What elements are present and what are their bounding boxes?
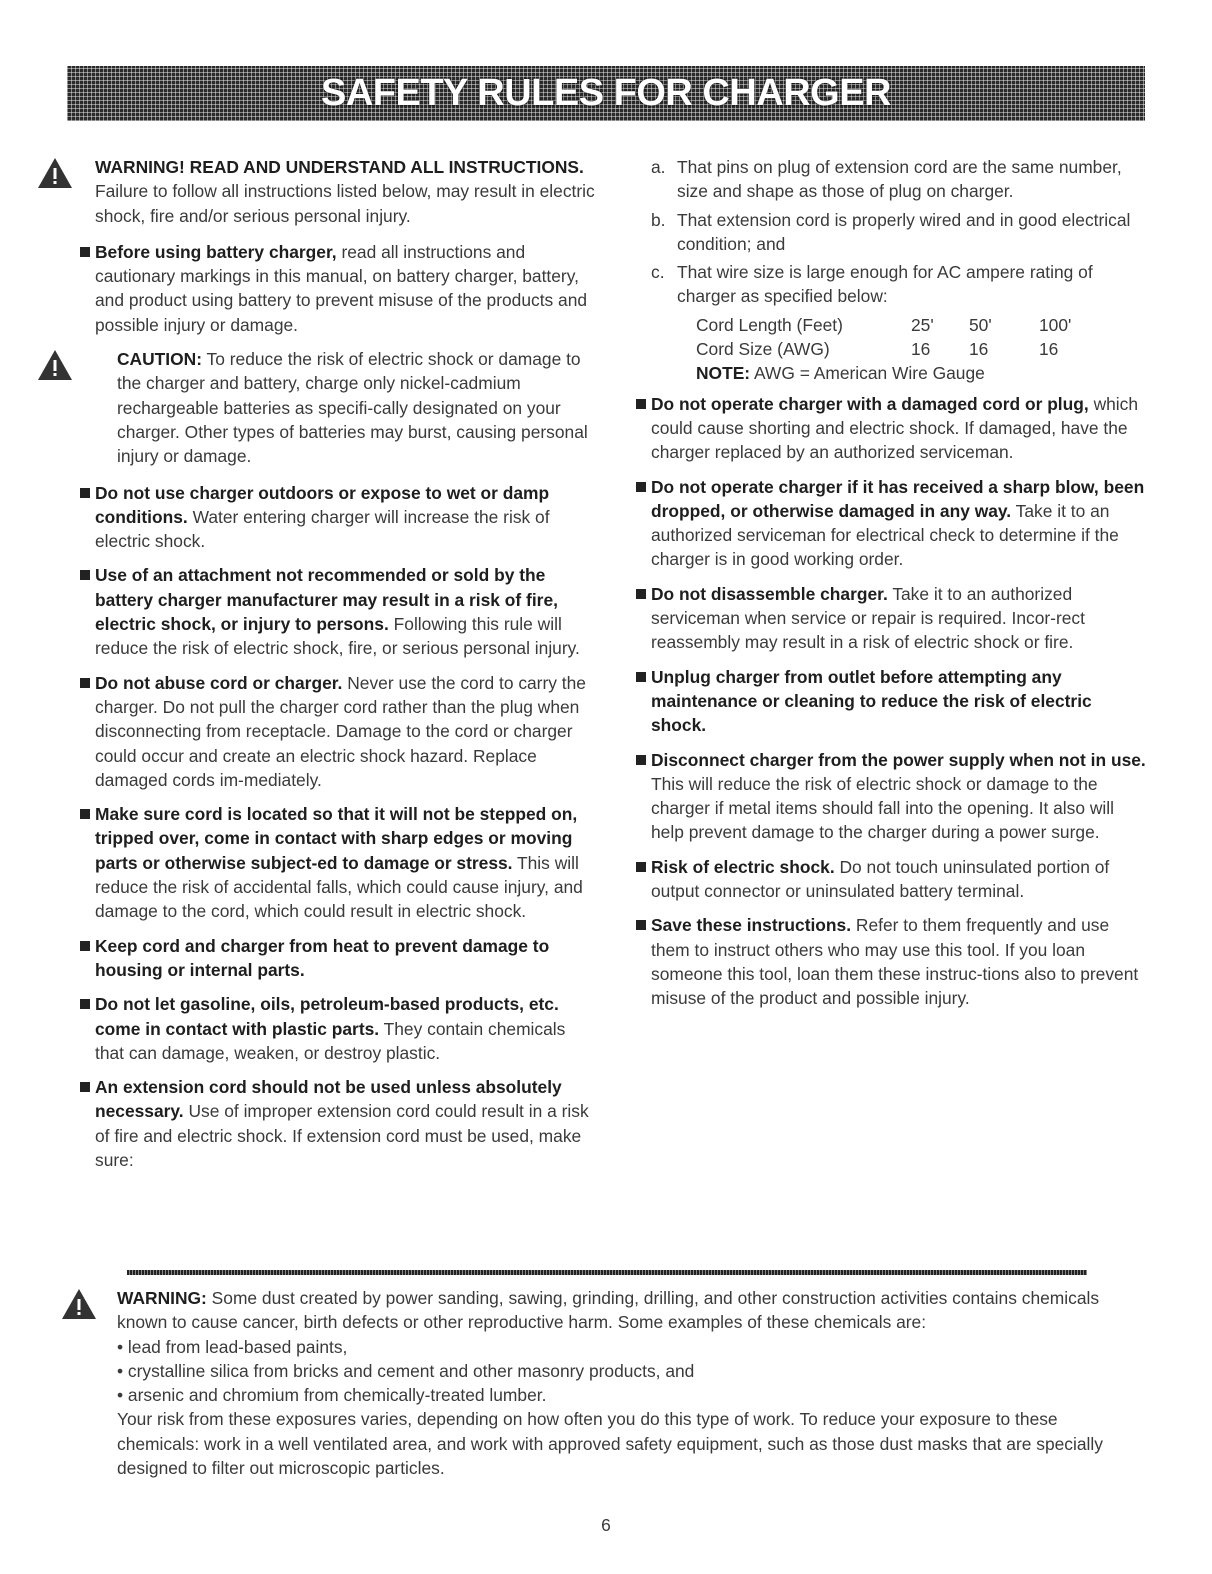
bullet-icon [80,570,90,580]
warning-heading: WARNING! READ AND UNDERSTAND ALL INSTRUCTIONS. [95,157,584,177]
bullet-icon [80,809,90,819]
page-title: SAFETY RULES FOR CHARGER [320,72,891,115]
rule-item: Do not operate charger with a damaged cord or plug, which could cause shorting and electric shock. If damaged, have the charger replaced by an authorized serviceman. [651,392,1146,465]
bullet-icon [636,920,646,930]
cord-size-table: Cord Length (Feet) 25' 50' 100' Cord Size (AWG) 16 16 16 [696,314,1072,360]
awg-note: NOTE: AWG = American Wire Gauge [696,363,985,384]
rule-item: Do not let gasoline, oils, petroleum-based products, etc. come in contact with plastic parts. They contain chemicals that can damage, weaken, or destroy plastic. [95,992,595,1065]
section-divider [127,1270,1087,1275]
bullet-icon [80,999,90,1009]
dust-warning: WARNING: Some dust created by power sanding, sawing, grinding, drilling, and other construction activities contains chemicals known to cause cancer, birth defects or other reproductive harm. Some examples of these chemicals are: • lead from lead-based paints, • crystalline silica from bricks and cement and other masonry products, and • arsenic and chromium from chemically-treated lumber. Your risk from these exposures varies, depending on how often you do this type of work. To reduce your exposure to these chemicals: work in a well ventilated area, and work with approved safety equipment, such as those dust masks that are specially designed to filter out microscopic particles. [117,1286,1117,1480]
extension-condition: c. That wire size is large enough for AC ampere rating of charger as specified below: [651,262,1093,307]
left-column [95,155,595,1182]
rule-item: Do not use charger outdoors or expose to wet or damp conditions. Water entering charger will increase the risk of electric shock. [95,481,595,554]
rule-item: Before using battery charger, read all instructions and cautionary markings in this manual, on battery charger, battery, and product using battery to prevent misuse of the products and possible injury or damage. [95,240,595,337]
bullet-icon [636,589,646,599]
bullet-icon [636,482,646,492]
extension-condition: a. That pins on plug of extension cord are the same number, size and shape as those of plug on charger. [651,157,1122,202]
rule-item: Save these instructions. Refer to them frequently and use them to instruct others who may use this tool. If you loan someone this tool, loan them these instruc-tions also to prevent misuse of the product and possible injury. [651,913,1146,1010]
warning-read-instructions [95,155,595,228]
warning-triangle-icon [37,157,73,189]
warning-triangle-icon [61,1288,97,1320]
right-column [651,155,1146,1021]
chemical-list-item: • crystalline silica from bricks and cement and other masonry products, and [117,1360,695,1381]
rule-item: Do not disassemble charger. Take it to an authorized serviceman when service or repair is required. Incor-rect reassembly may result in a risk of electric shock or fire. [651,582,1146,655]
exposure-advice: Your risk from these exposures varies, depending on how often you do this type of work. To reduce your exposure to these chemicals: work in a well ventilated area, and work with approved safety equipment, such as those dust masks that are specially designed to filter out microscopic particles. [117,1409,1103,1479]
bullet-icon [80,1082,90,1092]
caution-triangle-icon [37,349,73,381]
rule-item: Keep cord and charger from heat to prevent damage to housing or internal parts. [95,934,595,983]
rule-item: Do not operate charger if it has received a sharp blow, been dropped, or otherwise damaged in any way. Take it to an authorized serviceman for electrical check to determine if the charger is in good working order. [651,475,1146,572]
bullet-icon [636,399,646,409]
rule-item: Disconnect charger from the power supply when not in use. This will reduce the risk of electric shock or damage to the charger if metal items should fall into the opening. It also will help prevent damage to the charger during a power surge. [651,748,1146,845]
bullet-icon [636,755,646,765]
rule-item: Use of an attachment not recommended or sold by the battery charger manufacturer may result in a risk of fire, electric shock, or injury to persons. Following this rule will reduce the risk of electric shock, fire, or serious personal injury. [95,563,595,660]
bullet-icon [80,678,90,688]
rule-item: Risk of electric shock. Do not touch uninsulated portion of output connector or uninsulated battery terminal. [651,855,1146,904]
bullet-icon [80,488,90,498]
rule-item: Make sure cord is located so that it will not be stepped on, tripped over, come in contact with sharp edges or moving parts or otherwise subject-ed to damage or stress. This will reduce the risk of accidental falls, which could cause injury, and damage to the cord, which could result in electric shock. [95,802,595,923]
page-number: 6 [601,1515,611,1535]
title-banner [67,66,1145,121]
bullet-icon [80,247,90,257]
bullet-icon [636,672,646,682]
rule-item: An extension cord should not be used unless absolutely necessary. Use of improper extension cord could result in a risk of fire and electric shock. If extension cord must be used, make sure: [95,1075,595,1172]
rule-item: Do not abuse cord or charger. Never use the cord to carry the charger. Do not pull the charger cord rather than the plug when disconnecting from receptacle. Damage to the cord or charger could occur and create an electric shock hazard. Replace damaged cords im-mediately. [95,671,595,792]
chemical-list-item: • lead from lead-based paints, [117,1336,348,1357]
bullet-icon [636,862,646,872]
rule-item: Unplug charger from outlet before attempting any maintenance or cleaning to reduce the risk of electric shock. [651,665,1146,738]
warning-text: Failure to follow all instructions listed below, may result in electric shock, fire and/or serious personal injury. [95,181,595,226]
chemical-list-item: • arsenic and chromium from chemically-treated lumber. [117,1385,547,1406]
bullet-icon [80,941,90,951]
extension-condition: b. That extension cord is properly wired and in good electrical condition; and [651,209,1131,254]
caution-block: CAUTION: To reduce the risk of electric shock or damage to the charger and battery, charge only nickel-cadmium rechargeable batteries as specifi-cally designated on your charger. Other types of batteries may burst, causing personal injury or damage. [117,347,595,468]
